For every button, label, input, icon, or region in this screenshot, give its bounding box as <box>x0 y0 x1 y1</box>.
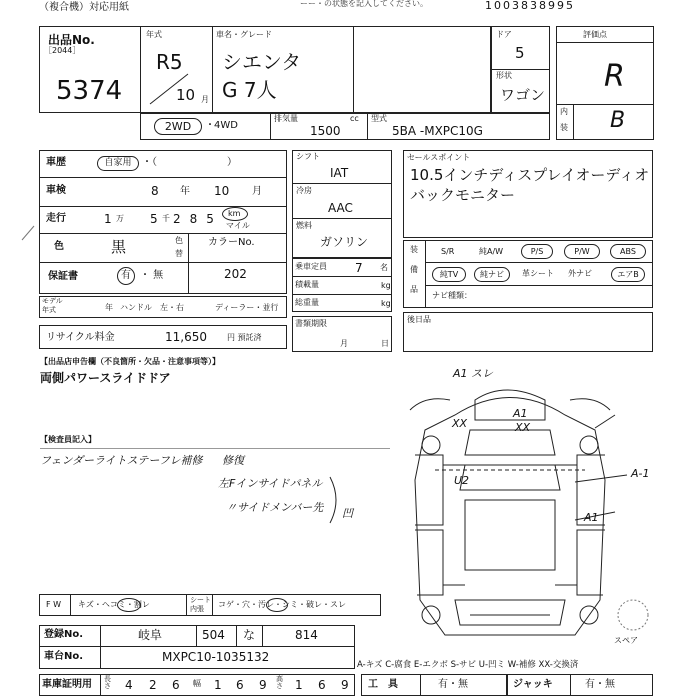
equip-tv: 純TV <box>432 267 466 282</box>
cert-h-1: 6 <box>318 678 326 692</box>
damage-legend: A-キズ C-腐食 E-エクボ S-サビ U-凹ミ W-補修 XX-交換済 <box>357 660 579 670</box>
history-rest: ・（ ） <box>142 157 237 168</box>
cert-h-0: 1 <box>295 678 303 692</box>
recycle-unit: 円 預託済 <box>227 333 262 342</box>
mileage-unit-km: km <box>228 209 241 218</box>
car-grade: G 7人 <box>222 78 277 102</box>
fw-label: F W <box>46 600 62 609</box>
cert-w-0: 1 <box>214 678 222 692</box>
cert-len-label: 長さ <box>104 675 111 690</box>
shape-label: 形状 <box>496 71 512 80</box>
displacement-value: 1500 <box>310 124 341 138</box>
sales-point-line1: 10.5インチディスプレイオーディオ <box>410 166 650 184</box>
shaken-label: 車検 <box>46 185 66 196</box>
drive-sep: ・ <box>205 120 215 131</box>
model-info-label-1: モデル <box>42 297 63 305</box>
top-instruction-partial: ーー・の状態を記入してください。 <box>300 0 428 8</box>
shaken-year-unit: 年 <box>180 186 190 197</box>
load-label: 積載量 <box>295 280 319 289</box>
model-code-value: 5BA -MXPC10G <box>392 124 483 138</box>
equip-pw: P/W <box>564 244 600 259</box>
mileage-man: 1 <box>104 212 112 226</box>
year-label: 年式 <box>146 30 162 39</box>
mileage-man-unit: 万 <box>116 214 124 223</box>
mark-roof-xx: XX <box>515 421 531 434</box>
inspector-line4: 〃サイドメンバー先 <box>226 501 324 514</box>
score-label: 評価点 <box>583 30 607 39</box>
capacity-label: 乗車定員 <box>295 262 327 271</box>
fuel-label: 燃料 <box>296 221 312 230</box>
shift-label: シフト <box>296 152 320 161</box>
warranty-label: 保証書 <box>48 271 78 282</box>
inspector-line5: 凹 <box>342 507 353 520</box>
form-type-label: （複合機）対応用紙 <box>39 2 129 13</box>
drive-4wd-option: 4WD <box>214 120 238 131</box>
registration-number: 814 <box>295 628 318 642</box>
gross-label: 総重量 <box>295 298 319 307</box>
equip-ps: P/S <box>521 244 553 259</box>
interior-label-1: 内 <box>560 107 568 116</box>
score-value: R <box>604 59 625 94</box>
interior-label-2: 装 <box>560 123 568 132</box>
doc-deadline-label: 書類期限 <box>295 319 327 328</box>
car-damage-diagram <box>395 360 665 660</box>
registration-label: 登録No. <box>44 629 84 640</box>
cert-len-0: 4 <box>125 678 133 692</box>
notes-label: 【出品店申告欄（不良箇所・欠品・注意事項等）】 <box>40 357 220 366</box>
barcode-number: 1003838995 <box>485 0 575 12</box>
color-change-1: 色 <box>175 236 183 245</box>
history-private: 自家用 <box>97 156 139 171</box>
model-info-year-unit: 年 <box>105 303 113 312</box>
nav-type-label: ナビ種類： <box>432 291 472 300</box>
shaken-month: 10 <box>214 184 230 198</box>
color-no-value: 202 <box>224 267 247 281</box>
mileage-sen-unit: 千 <box>162 214 170 223</box>
cert-len-2: 6 <box>172 678 180 692</box>
cert-w-label: 幅 <box>193 679 201 688</box>
interior-score: B <box>610 108 626 133</box>
mark-u2: U2 <box>454 474 470 487</box>
displacement-label: 排気量 <box>274 114 298 123</box>
warranty-yes: 有 <box>121 270 131 281</box>
history-label: 車歴 <box>46 157 66 168</box>
recycle-label: リサイクル料金 <box>46 332 115 343</box>
inspector-bracket <box>326 475 346 525</box>
mileage-unit-mile: マイル <box>226 221 250 230</box>
doc-deadline-month: 月 <box>340 339 348 348</box>
model-label: 車名・グレード <box>216 30 272 39</box>
registration-class: 504 <box>202 628 225 642</box>
notes-text: 両側パワースライドドア <box>40 371 171 385</box>
ac-value: AAC <box>328 201 353 215</box>
capacity-unit: 名 <box>380 263 388 272</box>
equip-alloy: 純A/W <box>479 247 504 256</box>
tools-value: 有・無 <box>438 679 468 690</box>
equip-leather: 革シート <box>522 269 554 278</box>
shaken-month-unit: 月 <box>252 186 262 197</box>
cert-len-1: 2 <box>149 678 157 692</box>
registration-place: 岐阜 <box>138 628 163 642</box>
fw-circle <box>117 598 141 612</box>
model-info-label-2: 年式 <box>42 306 56 314</box>
year-month-unit: 月 <box>201 95 209 104</box>
color-no-label: カラーNo. <box>208 237 255 248</box>
handle-value: 左・右 <box>160 303 184 312</box>
chassis-label: 車台No. <box>44 651 84 662</box>
equip-airbag: エアB <box>611 267 645 282</box>
ac-label: 冷房 <box>296 186 312 195</box>
jack-label: ジャッキ <box>513 679 553 690</box>
mark-right-a1-2: A1 <box>584 511 599 524</box>
fuel-value: ガソリン <box>320 235 369 249</box>
spare-label: スペア <box>614 636 638 645</box>
equip-nav: 純ナビ <box>474 267 510 282</box>
doc-deadline-day: 日 <box>381 339 389 348</box>
seat-label-2: 内張 <box>190 605 204 613</box>
shift-value: IAT <box>330 166 349 180</box>
jack-value: 有・無 <box>585 679 615 690</box>
registration-kana: な <box>243 628 256 642</box>
warranty-no: ・ 無 <box>140 270 164 281</box>
color-value: 黒 <box>111 238 127 256</box>
mileage-rest: 285 <box>173 212 223 226</box>
equipment-label-2: 備 <box>410 265 418 274</box>
equipment-label-1: 装 <box>410 245 418 254</box>
car-name: シエンタ <box>222 50 302 74</box>
seat-text: コゲ・穴・汚レ・シミ・破レ・スレ <box>218 600 346 609</box>
lot-code: ［2044］ <box>44 46 81 55</box>
door-label: ドア <box>496 30 512 39</box>
mark-left-xx: XX <box>452 417 468 430</box>
color-change-2: 替 <box>175 249 183 258</box>
equip-ext-nav: 外ナビ <box>568 269 592 278</box>
displacement-unit: cc <box>350 114 359 123</box>
handle-label: ハンドル <box>120 303 152 312</box>
seat-label-1: シート <box>190 596 211 604</box>
mark-right-a1: A-1 <box>631 467 650 480</box>
mark-top-a1: A1 スレ <box>453 367 494 380</box>
equip-abs: ABS <box>610 244 646 259</box>
body-shape: ワゴン <box>500 86 546 104</box>
inspector-line1: フェンダーライトステーフレ補修 <box>40 454 203 467</box>
mileage-label: 走行 <box>46 213 66 224</box>
load-unit: kg <box>381 281 391 290</box>
inspector-line2: 修復 <box>222 454 244 467</box>
year-era: R5 <box>156 50 183 74</box>
cert-h-2: 9 <box>341 678 349 692</box>
dealer-label: ディーラー・並行 <box>215 303 279 312</box>
mark-roof: A1 <box>513 407 528 420</box>
fw-text: キズ・ヘコミ・割レ <box>78 600 150 609</box>
mileage-sen: 5 <box>150 212 158 226</box>
margin-tick <box>20 220 40 250</box>
model-code-label: 型式 <box>371 114 387 123</box>
color-label: 色 <box>54 241 64 252</box>
lot-number: 5374 <box>56 76 123 106</box>
recycle-value: 11,650 <box>165 330 207 344</box>
inspector-line3: 左Fインサイドパネル <box>218 477 323 490</box>
cert-w-2: 9 <box>259 678 267 692</box>
cert-label: 車庫証明用 <box>42 679 92 690</box>
cert-h-label: 高さ <box>276 675 283 690</box>
seat-circle <box>266 598 288 612</box>
sales-point-line2: バックモニター <box>410 186 516 204</box>
inspector-label: 【検査員記入】 <box>40 435 96 444</box>
equipment-label-3: 品 <box>410 285 418 294</box>
year-month: 10 <box>176 86 196 104</box>
later-day-label: 後日品 <box>407 315 431 324</box>
tools-label: 工 具 <box>368 679 398 690</box>
chassis-value: MXPC10-1035132 <box>162 650 270 664</box>
drive-2wd-option: 2WD <box>154 118 202 135</box>
later-day-box <box>403 312 653 352</box>
equip-sr: S/R <box>441 247 455 256</box>
door-value: 5 <box>515 44 525 62</box>
shaken-year: 8 <box>151 184 159 198</box>
lot-label: 出品No. <box>48 33 95 47</box>
gross-unit: kg <box>381 299 391 308</box>
sales-point-label: セールスポイント <box>407 153 471 162</box>
capacity-value: 7 <box>355 261 363 275</box>
cert-w-1: 6 <box>236 678 244 692</box>
